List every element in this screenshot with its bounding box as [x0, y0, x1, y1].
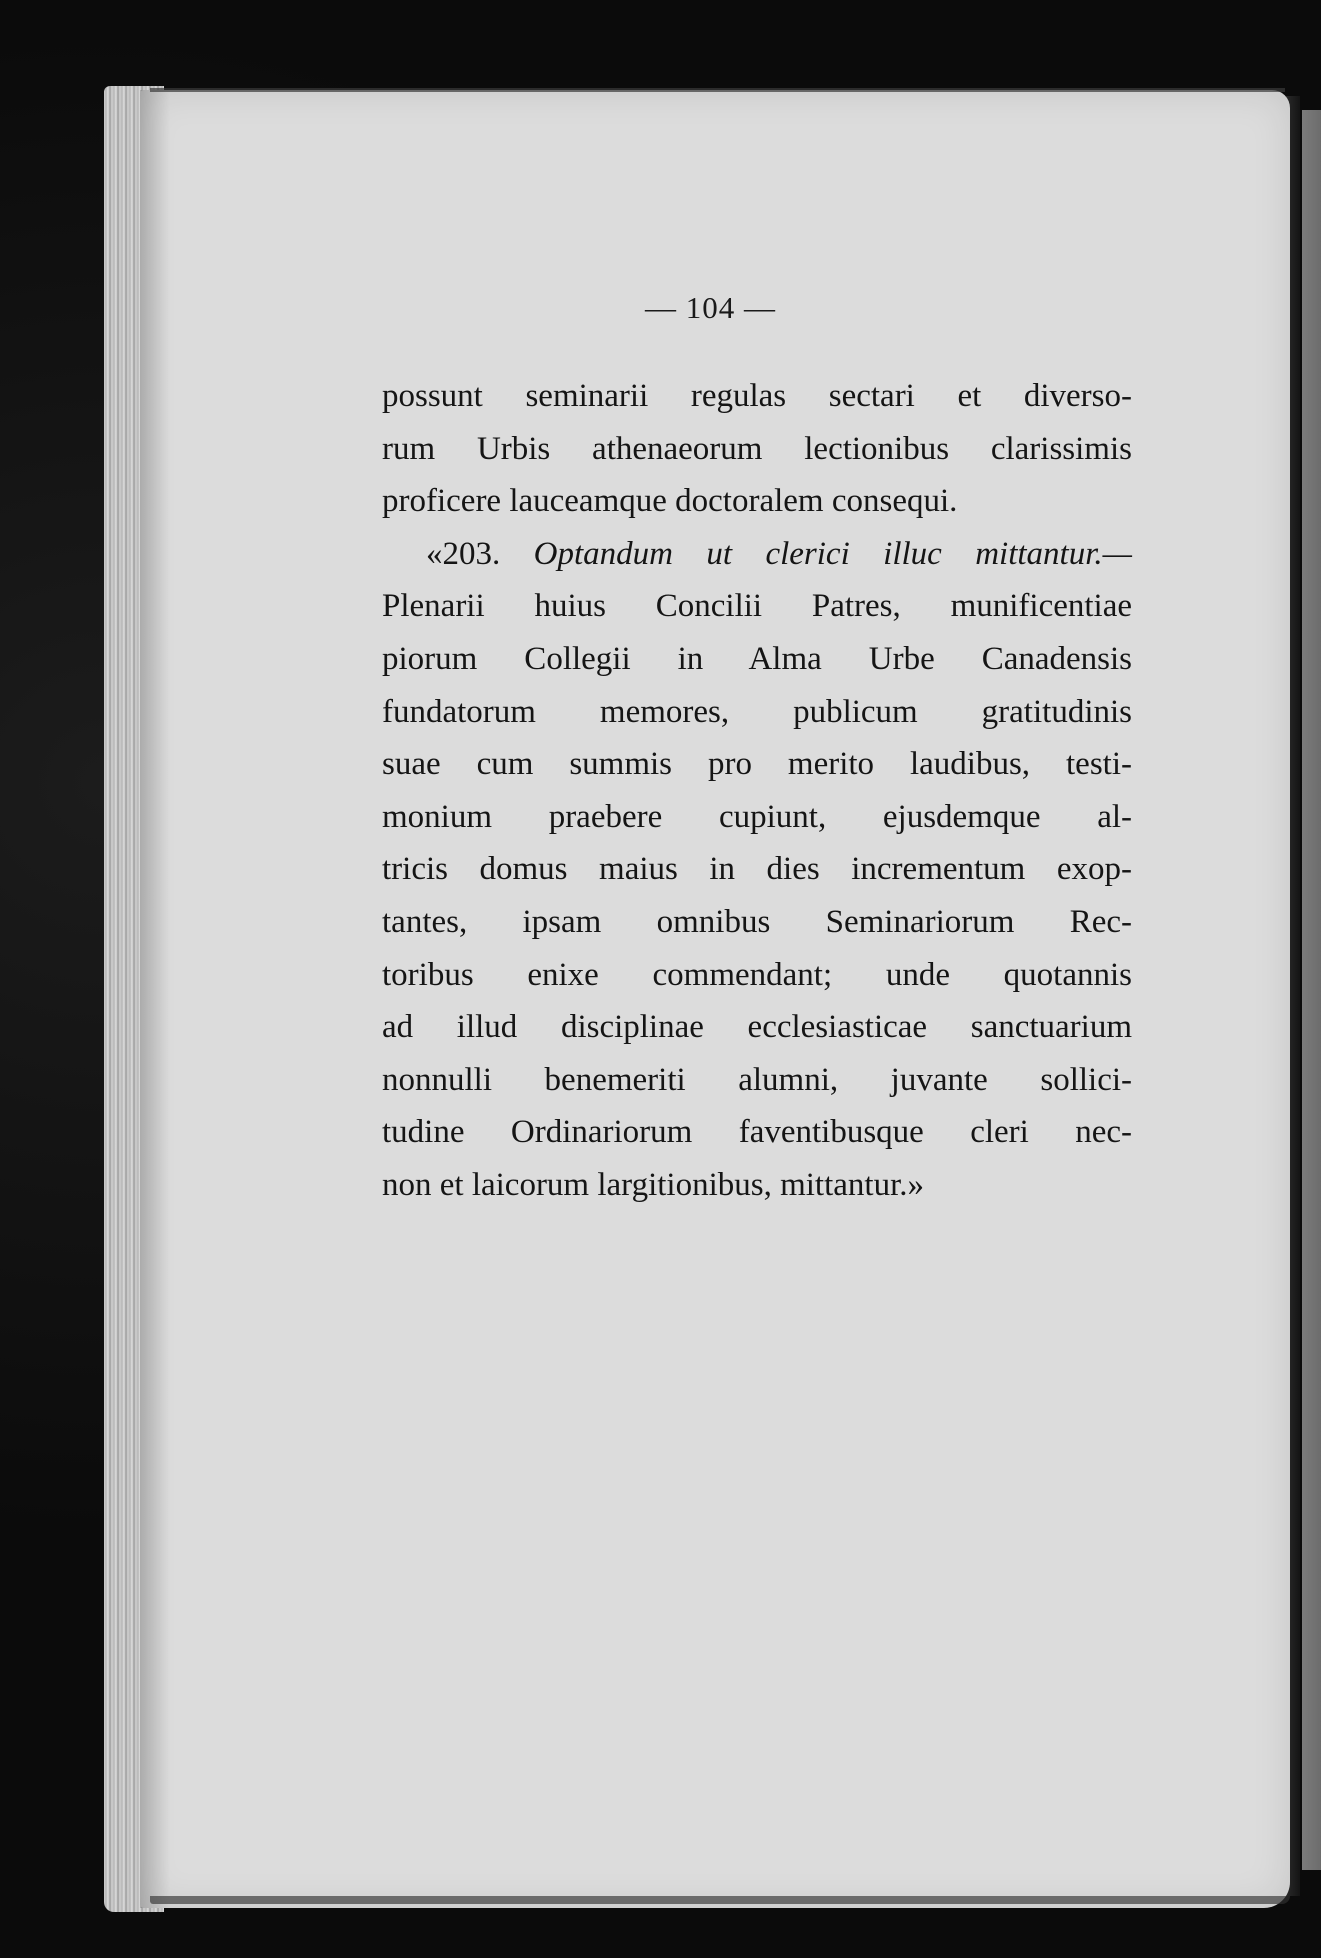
section-heading: [382, 528, 1132, 581]
body-text: [382, 370, 1132, 1212]
spine-shadow: [140, 90, 170, 1908]
text-line: piorum Collegii in Alma Urbe Canadensis: [382, 640, 1132, 677]
next-page-edge: [1302, 110, 1321, 1870]
section-title: Optandum ut clerici illuc mittantur.—: [533, 535, 1132, 572]
text-line: fundatorum memores, publicum gratitudinis: [382, 693, 1132, 730]
text-line: possunt seminarii regulas sectari et diverso-: [382, 378, 1132, 414]
text-line: ad illud disciplinae ecclesiasticae sanctuarium: [382, 1009, 1132, 1046]
text-line: Plenarii huius Concilii Patres, munificentiae: [382, 588, 1132, 625]
text-line: tudine Ordinariorum faventibusque cleri nec-: [382, 1114, 1132, 1151]
text-line: toribus enixe commendant; unde quotannis: [382, 956, 1132, 993]
text-line: monium praebere cupiunt, ejusdemque al-: [382, 798, 1132, 835]
text-line: tricis domus maius in dies incrementum exop-: [382, 851, 1132, 888]
text-line: suae cum summis pro merito laudibus, testi-: [382, 746, 1132, 783]
page-top-edge: [150, 88, 1285, 92]
text-line: tantes, ipsam omnibus Seminariorum Rec-: [382, 903, 1132, 940]
page-bottom-edge: [150, 1896, 1290, 1904]
section-number: «203.: [426, 535, 501, 572]
text-line: proficere lauceamque doctoralem consequi.: [382, 483, 958, 520]
text-line: non et laicorum largitionibus, mittantur.»: [382, 1166, 924, 1203]
text-line: rum Urbis athenaeorum lectionibus clarissimis: [382, 430, 1132, 467]
page-number: — 104 —: [645, 290, 776, 325]
text-line: nonnulli benemeriti alumni, juvante sollici-: [382, 1061, 1132, 1098]
